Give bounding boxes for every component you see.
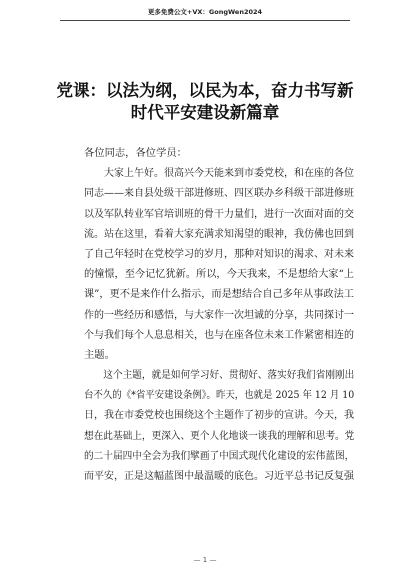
body-line: 日，我在市委党校也围绕这个主题作了初步的宣讲。今天，我 xyxy=(84,409,355,422)
body-line: 同志——来自县处级干部进修班、四区联办乡科级干部进修班 xyxy=(84,187,355,200)
body-line: 主题。 xyxy=(84,348,115,361)
body-line: 以及军队转业军官培训班的骨干力量们，进行一次面对面的交 xyxy=(84,207,355,220)
document-title xyxy=(40,80,370,124)
document-body xyxy=(84,143,354,486)
header-divider xyxy=(60,20,350,21)
body-line: 课”，更不是来作什么指示，而是想结合自己多年从事政法工 xyxy=(84,288,354,301)
title-line-1: 党课：以法为纲，以民为本，奋力书写新 xyxy=(56,81,354,100)
page-number: — 1 — xyxy=(193,556,217,564)
header-text: 更多免费公文+VX：GongWen2024 xyxy=(147,8,263,16)
body-line: 这个主题，就是如何学习好、贯彻好、落实好我们省刚刚出 xyxy=(84,369,355,382)
body-line: 想在此基础上，更深入、更个人化地谈一谈我的理解和思考。党 xyxy=(84,429,355,442)
body-line: 个与我们每个人息息相关，也与在座各位未来工作紧密相连的 xyxy=(84,328,355,341)
body-line: 台不久的《*省平安建设条例》。昨天，也就是 2025 年 12 月 10 xyxy=(84,389,355,402)
body-line: 的憧憬，至今记忆犹新。所以，今天我来，不是想给大家“上 xyxy=(84,268,354,281)
body-line: 各位同志，各位学员： xyxy=(84,147,187,159)
body-line: 的二十届四中全会为我们擘画了中国式现代化建设的宏伟蓝图， xyxy=(84,449,355,462)
body-line: 作的一些经历和感悟，与大家作一次坦诚的分享，共同探讨一 xyxy=(84,308,355,321)
body-line: 了自己年轻时在党校学习的岁月，那种对知识的渴求、对未来 xyxy=(84,247,355,260)
title-line-2: 时代平安建设新篇章 xyxy=(130,103,280,122)
body-line: 流。站在这里，看着大家充满求知渴望的眼神，我仿佛也回到 xyxy=(84,227,355,240)
body-line: 大家上午好。很高兴今天能来到市委党校，和在座的各位 xyxy=(84,167,355,180)
body-line: 而平安，正是这幅蓝图中最温暖的底色。习近平总书记反复强 xyxy=(84,470,355,482)
